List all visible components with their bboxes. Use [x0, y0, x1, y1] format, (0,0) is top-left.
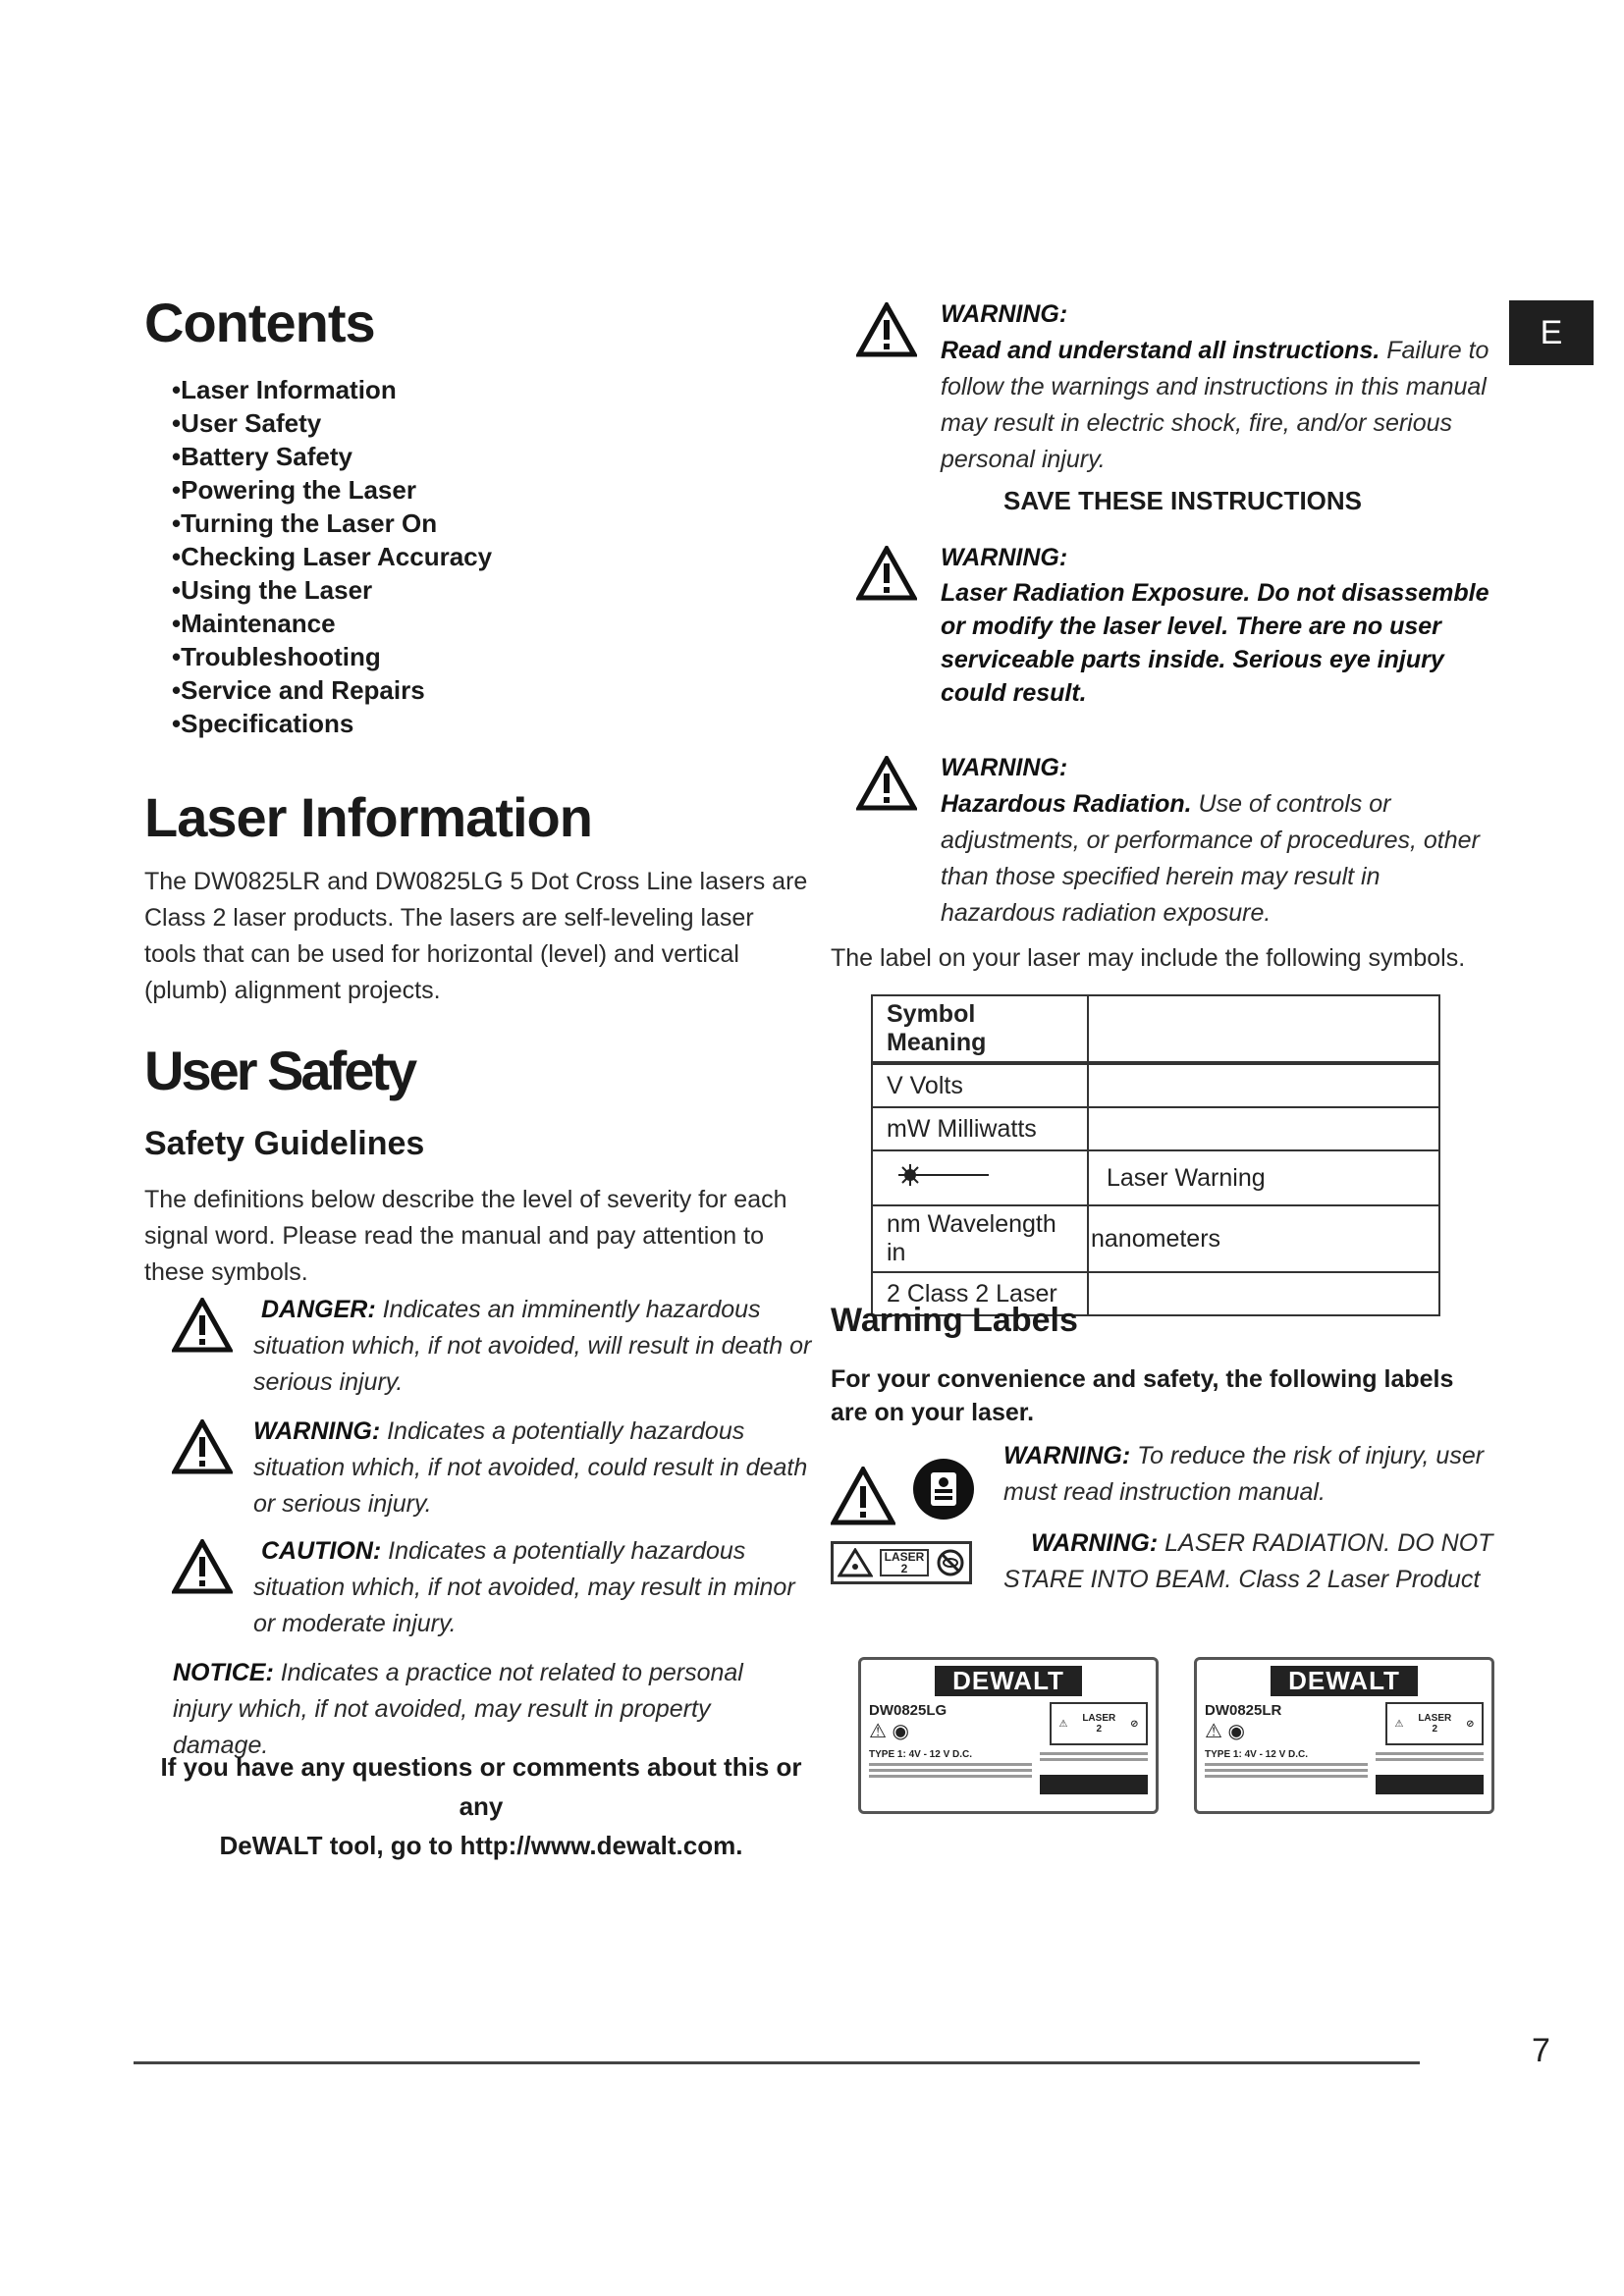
warning-label: WARNING: — [253, 1417, 381, 1445]
table-header-row — [872, 995, 1439, 1063]
warning-triangle-icon — [172, 1539, 229, 1592]
toc-item[interactable]: • Battery Safety — [172, 440, 682, 473]
laser-info-text: The DW0825LR and DW0825LG 5 Dot Cross Line lasers are Class 2 laser products. The lasers are self-leveling laser tools that can be used for horizontal (level) and vertical (plumb) alignment projects. — [144, 868, 808, 1004]
table-row — [872, 1063, 1439, 1107]
warning-laser-exposure — [941, 540, 1500, 710]
footer-rule — [134, 2061, 1420, 2064]
contact-line: If you have any questions or comments about this or any — [160, 1752, 802, 1821]
meaning-cell — [1088, 1063, 1439, 1107]
brand-logo: DEWALT — [935, 1666, 1082, 1696]
warning-triangle-icon — [856, 302, 913, 355]
toc-item[interactable]: • Powering the Laser — [172, 473, 682, 507]
model-number: DW0825LG — [869, 1702, 947, 1719]
warning-text: Use of controls or adjustments, or performance of procedures, other than those specified herein may result in hazardous radiation exposure. — [941, 790, 1480, 927]
symbol-cell: V Volts — [872, 1063, 1088, 1107]
label-warning-laser-radiation — [1003, 1525, 1514, 1598]
toc-item[interactable]: • Using the Laser — [172, 573, 682, 607]
safety-guidelines-subtitle: Safety Guidelines — [144, 1125, 425, 1162]
symbol-cell — [872, 1150, 1088, 1205]
warning-labels-title: Warning Labels — [831, 1302, 1078, 1339]
symbol-cell: nm Wavelength in — [872, 1205, 1088, 1272]
section-tab: E — [1509, 300, 1594, 365]
toc-item[interactable]: • Troubleshooting — [172, 640, 682, 673]
notice-text: Indicates a practice not related to personal injury which, if not avoided, may result in property damage. — [173, 1659, 743, 1759]
warning-label: WARNING: — [941, 300, 1068, 328]
laser-beam-icon — [887, 1163, 995, 1187]
toc-item[interactable]: • User Safety — [172, 406, 682, 440]
label-warning-read-manual — [1003, 1438, 1494, 1511]
warning-text: LASER RADIATION. DO NOT STARE INTO BEAM. Class 2 Laser Product — [1003, 1529, 1493, 1593]
warning-read-instructions — [941, 296, 1490, 478]
laser-badge-text: LASER — [1418, 1713, 1452, 1724]
toc-item[interactable]: • Service and Repairs — [172, 673, 682, 707]
warning-definition — [253, 1414, 823, 1522]
warning-triangle-icon — [856, 756, 913, 809]
model-number: DW0825LR — [1205, 1702, 1282, 1719]
warning-label: WARNING: — [941, 754, 1068, 781]
warning-label: WARNING: — [941, 544, 1068, 571]
table-row — [872, 1205, 1439, 1272]
toc-item[interactable]: • Laser Information — [172, 373, 682, 406]
page-number: 7 — [1532, 2032, 1550, 2069]
notice-label: NOTICE: — [173, 1659, 274, 1686]
safety-intro-text: The definitions below describe the level of severity for each signal word. Please read the manual and pay attention to these symbols. — [144, 1186, 787, 1286]
user-safety-title: User Safety — [144, 1040, 415, 1101]
toc-item[interactable]: • Maintenance — [172, 607, 682, 640]
caution-label: CAUTION: — [261, 1537, 382, 1565]
warning-triangle-icon — [856, 546, 913, 599]
symbol-cell: mW Milliwatts — [872, 1107, 1088, 1150]
warning-triangle-icon — [172, 1298, 229, 1351]
label-icons: ⚠ ◉ — [1205, 1721, 1245, 1742]
toc-item[interactable]: • Checking Laser Accuracy — [172, 540, 682, 573]
warning-label: WARNING: — [1031, 1529, 1159, 1557]
product-label-lr — [1194, 1657, 1494, 1814]
warning-labels-intro: For your convenience and safety, the following labels are on your laser. — [831, 1365, 1454, 1426]
caution-definition — [253, 1533, 823, 1642]
meaning-cell: Laser Warning — [1088, 1150, 1439, 1205]
laser-class-badge — [831, 1541, 972, 1584]
meaning-cell: nanometers — [1088, 1205, 1439, 1272]
laser-info-title: Laser Information — [144, 786, 592, 848]
type-rating: TYPE 1: 4V - 12 V D.C. — [1205, 1749, 1309, 1760]
barcode-area — [1040, 1775, 1148, 1794]
barcode-area — [1376, 1775, 1484, 1794]
laser-triangle-icon — [838, 1548, 873, 1577]
no-look-icon — [936, 1548, 965, 1577]
warning-triangle-icon — [172, 1419, 229, 1472]
warning-text: Laser Radiation Exposure. Do not disassemble or modify the laser level. There are no user serviceable parts inside. Serious eye injury could result. — [941, 579, 1489, 707]
toc-item[interactable]: • Turning the Laser On — [172, 507, 682, 540]
contents-list — [172, 373, 682, 740]
warning-bold-text: Hazardous Radiation. — [941, 790, 1192, 818]
table-row — [872, 1107, 1439, 1150]
save-instructions: SAVE THESE INSTRUCTIONS — [1003, 486, 1363, 515]
brand-logo: DEWALT — [1271, 1666, 1418, 1696]
warning-hazardous-radiation — [941, 750, 1500, 932]
laser-badge — [880, 1549, 930, 1576]
warning-text: Indicates a potentially hazardous situation which, if not avoided, could result in death or serious injury. — [253, 1417, 808, 1518]
laser-badge-text: LASER — [884, 1550, 925, 1564]
symbols-intro: The label on your laser may include the following symbols. — [831, 944, 1466, 972]
symbol-table — [871, 994, 1440, 1316]
laser-badge-class: 2 — [900, 1562, 908, 1575]
symbol-cell: 2 Class 2 Laser — [872, 1272, 1088, 1315]
contact-info — [137, 1747, 825, 1865]
meaning-cell — [1088, 1107, 1439, 1150]
toc-item[interactable]: • Specifications — [172, 707, 682, 740]
caution-text: Indicates a potentially hazardous situation which, if not avoided, may result in minor or moderate injury. — [253, 1537, 795, 1637]
laser-badge: ⚠ LASER 2 ⊘ — [1050, 1702, 1148, 1745]
danger-text: Indicates an imminently hazardous situation which, if not avoided, will result in death or serious injury. — [253, 1296, 812, 1396]
laser-badge-class: 2 — [1096, 1724, 1103, 1735]
warning-bold-text: Read and understand all instructions. — [941, 337, 1380, 364]
contact-line-link[interactable]: DeWALT tool, go to http://www.dewalt.com. — [219, 1831, 743, 1860]
warning-text: Failure to follow the warnings and instructions in this manual may result in electric shock, fire, and/or serious personal injury. — [941, 337, 1489, 473]
read-manual-icon — [911, 1457, 976, 1526]
type-rating: TYPE 1: 4V - 12 V D.C. — [869, 1749, 973, 1760]
warning-text: To reduce the risk of injury, user must read instruction manual. — [1003, 1442, 1485, 1506]
table-row — [872, 1150, 1439, 1205]
product-label-lg — [858, 1657, 1159, 1814]
meaning-cell — [1088, 1272, 1439, 1315]
warning-label: WARNING: — [1003, 1442, 1131, 1469]
contents-title: Contents — [144, 292, 375, 353]
danger-definition — [253, 1292, 813, 1401]
table-header-cell: Symbol Meaning — [872, 995, 1088, 1063]
laser-badge: ⚠ LASER 2 ⊘ — [1385, 1702, 1484, 1745]
warning-triangle-icon — [831, 1467, 895, 1530]
label-icons: ⚠ ◉ — [869, 1721, 909, 1742]
laser-badge-class: 2 — [1432, 1724, 1438, 1735]
laser-badge-text: LASER — [1082, 1713, 1116, 1724]
table-header-cell — [1088, 995, 1439, 1063]
danger-label: DANGER: — [261, 1296, 376, 1323]
